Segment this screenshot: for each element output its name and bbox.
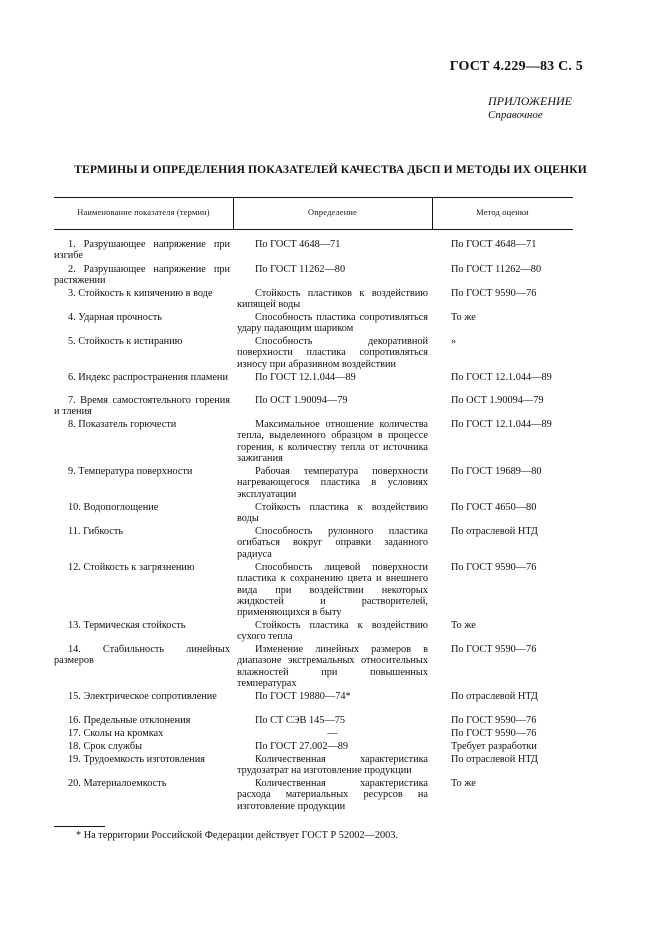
- row-definition: Способность декоративной поверхности пластика сопротивляться износу при абразивном воздействии: [237, 336, 428, 370]
- row-definition: По ГОСТ 27.002—89: [255, 741, 349, 752]
- row-name: 6. Индекс распространения пламени: [68, 372, 228, 383]
- row-method: По ГОСТ 9590—76: [451, 562, 537, 573]
- row-method: По ГОСТ 12.1.044—89: [451, 372, 552, 383]
- row-definition: —: [327, 728, 338, 739]
- column-header-definition: Определение: [307, 208, 358, 217]
- row-name: 8. Показатель горючести: [68, 419, 177, 430]
- row-name: 7. Время самостоятельного горения и тления: [54, 395, 230, 418]
- row-definition: Изменение линейных размеров в диапазоне экстремальных относительных влажностей при повышенных температурах: [237, 644, 428, 689]
- row-definition: Способность лицевой поверхности пластика к сохранению цвета и внешнего вида при воздействии некоторых жидкостей и растворителей, применяющихся в быту: [237, 562, 428, 619]
- row-name: 9. Температура поверхности: [68, 466, 193, 477]
- row-method: То же: [451, 778, 476, 789]
- row-definition: По СТ СЭВ 145—75: [255, 715, 346, 726]
- row-method: То же: [451, 312, 476, 323]
- page-title: ТЕРМИНЫ И ОПРЕДЕЛЕНИЯ ПОКАЗАТЕЛЕЙ КАЧЕСТВА ДБСП И МЕТОДЫ ИХ ОЦЕНКИ: [74, 163, 587, 176]
- row-definition: Стойкость пластика к воздействию воды: [237, 502, 428, 525]
- row-name: 1. Разрушающее напряжение при изгибе: [54, 239, 230, 262]
- row-method: По ГОСТ 9590—76: [451, 644, 537, 655]
- row-definition: Способность пластика сопротивляться удару падающим шариком: [237, 312, 428, 335]
- row-method: По ГОСТ 12.1.044—89: [451, 419, 552, 430]
- row-method: По ГОСТ 9590—76: [451, 728, 537, 739]
- row-name: 11. Гибкость: [68, 526, 124, 537]
- row-name: 12. Стойкость к загрязнению: [68, 562, 195, 573]
- row-name: 20. Материалоемкость: [68, 778, 167, 789]
- document-header-code: ГОСТ 4.229—83 С. 5: [449, 59, 583, 74]
- row-name: 13. Термическая стойкость: [68, 620, 186, 631]
- row-definition: По ОСТ 1.90094—79: [255, 395, 348, 406]
- row-definition: Рабочая температура поверхности нагревающегося пластика в условиях эксплуатации: [237, 466, 428, 500]
- column-header-method: Метод оценки: [476, 208, 529, 217]
- row-method: По ОСТ 1.90094—79: [451, 395, 544, 406]
- row-definition: Стойкость пластиков к воздействию кипящей воды: [237, 288, 428, 311]
- row-definition: Максимальное отношение количества тепла, выделенного образцом в процессе горения, к количеству тепла от источника зажигания: [237, 419, 428, 464]
- row-definition: По ГОСТ 4648—71: [255, 239, 341, 250]
- row-name: 17. Сколы на кромках: [68, 728, 164, 739]
- row-definition: Стойкость пластика к воздействию сухого тепла: [237, 620, 428, 643]
- column-header-name: Наименование показателя (термин): [77, 208, 210, 217]
- row-name: 18. Срок службы: [68, 741, 143, 752]
- row-name: 16. Предельные отклонения: [68, 715, 191, 726]
- footnote-rule: [54, 826, 105, 827]
- row-definition: По ГОСТ 12.1.044—89: [255, 372, 356, 383]
- row-name: 19. Трудоемкость изготовления: [68, 754, 205, 765]
- row-method: По ГОСТ 4650—80: [451, 502, 537, 513]
- row-name: 5. Стойкость к истиранию: [68, 336, 183, 347]
- appendix-label: [488, 94, 572, 122]
- footnote: * На территории Российской Федерации действует ГОСТ Р 52002—2003.: [76, 830, 399, 841]
- appendix-title: ПРИЛОЖЕНИЕ: [488, 94, 572, 108]
- row-method: По отраслевой НТД: [451, 691, 538, 702]
- table-header-rule: [54, 229, 573, 230]
- row-method: »: [451, 336, 457, 347]
- row-definition: Количественная характеристика расхода материальных ресурсов на изготовление продукции: [237, 778, 428, 812]
- appendix-subtitle: Справочное: [488, 109, 543, 121]
- row-definition: По ГОСТ 19880—74*: [255, 691, 351, 702]
- row-method: Требует разработки: [451, 741, 537, 752]
- row-method: По ГОСТ 19689—80: [451, 466, 542, 477]
- row-method: По ГОСТ 11262—80: [451, 264, 542, 275]
- row-method: По отраслевой НТД: [451, 526, 538, 537]
- row-method: По ГОСТ 9590—76: [451, 288, 537, 299]
- row-name: 3. Стойкость к кипячению в воде: [68, 288, 213, 299]
- row-name: 10. Водопоглощение: [68, 502, 159, 513]
- row-method: По ГОСТ 4648—71: [451, 239, 537, 250]
- row-method: То же: [451, 620, 476, 631]
- row-name: 2. Разрушающее напряжение при растяжении: [54, 264, 230, 287]
- row-name: 14. Стабильность линейных размеров: [54, 644, 230, 667]
- row-method: По ГОСТ 9590—76: [451, 715, 537, 726]
- row-name: 15. Электрическое сопротивление: [68, 691, 217, 702]
- row-method: По отраслевой НТД: [451, 754, 538, 765]
- row-definition: Количественная характеристика трудозатрат на изготовление продукции: [237, 754, 428, 777]
- row-definition: Способность рулонного пластика огибаться вокруг оправки заданного радиуса: [237, 526, 428, 560]
- row-definition: По ГОСТ 11262—80: [255, 264, 346, 275]
- table-top-rule: [54, 197, 573, 198]
- row-name: 4. Ударная прочность: [68, 312, 162, 323]
